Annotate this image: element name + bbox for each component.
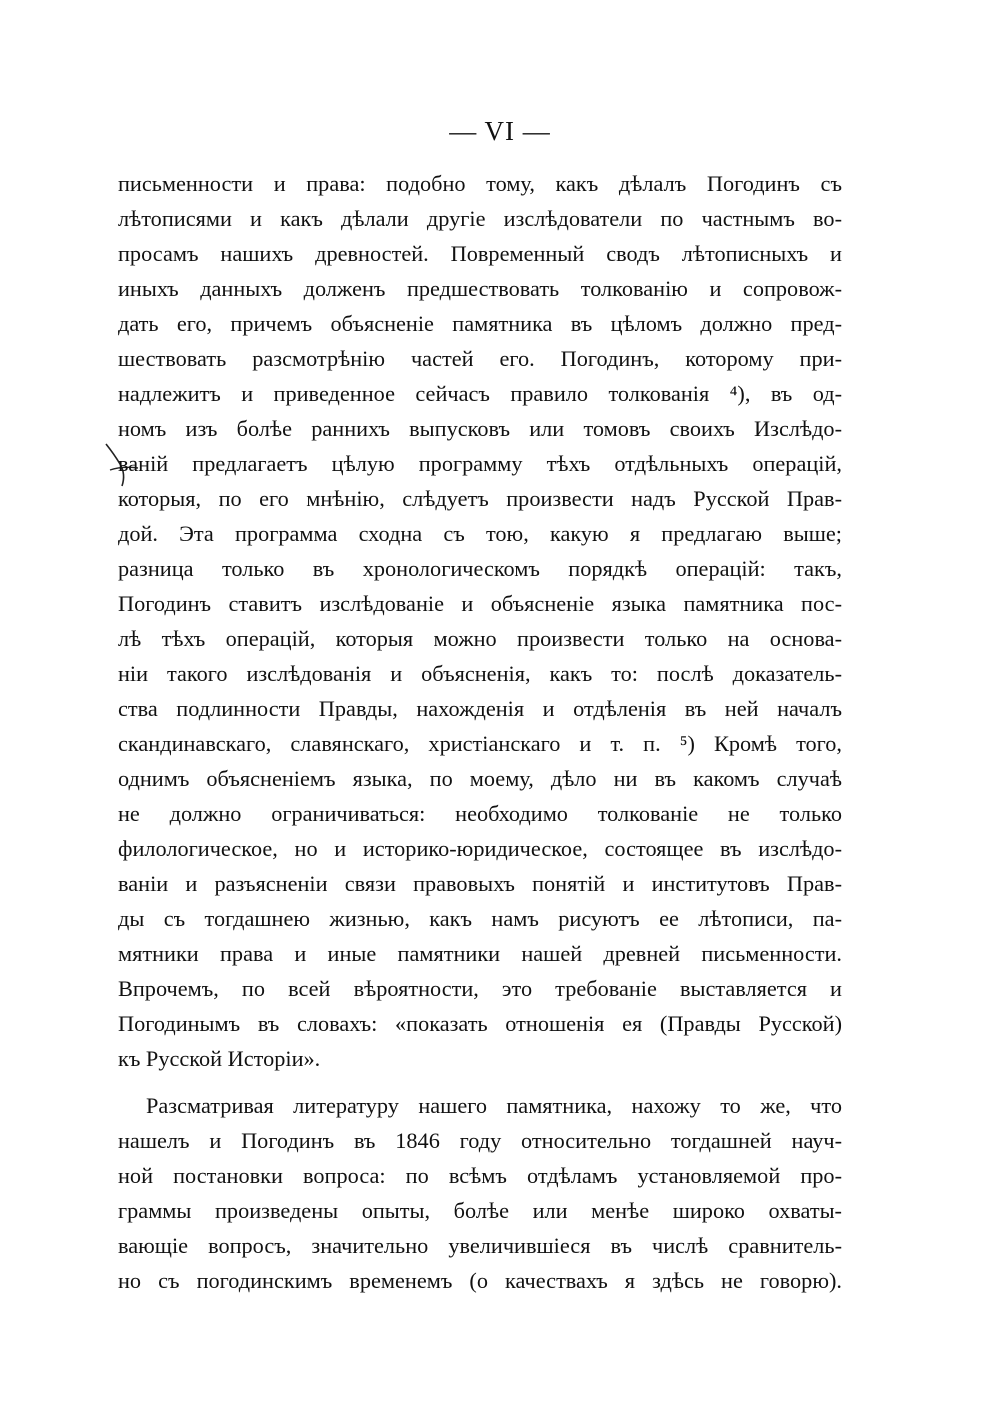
text-line: дать его, причемъ объясненіе памятника въ цѣломъ должно пред- (118, 311, 842, 336)
text-line: шествовать разсмотрѣнію частей его. Погодинъ, которому при- (118, 346, 842, 371)
text-line: граммы произведены опыты, болѣе или менѣе широко охваты- (118, 1198, 842, 1223)
text-line: мятники права и иные памятники нашей древней письменности. (118, 941, 842, 966)
text-line: Разсматривая литературу нашего памятника, нахожу то же, что (146, 1093, 842, 1118)
paragraph (118, 166, 842, 1076)
text-line: просамъ нашихъ древностей. Повременный сводъ лѣтописныхъ и (118, 241, 842, 266)
text-line: филологическое, но и историко-юридическое, состоящее въ изслѣдо- (118, 836, 842, 861)
text-line: ды съ тогдашнею жизнью, какъ намъ рисуютъ ее лѣтописи, па- (118, 906, 842, 931)
text-line: лѣтописями и какъ дѣлали другіе изслѣдователи по частнымъ во- (118, 206, 842, 231)
text-line: однимъ объясненіемъ языка, по моему, дѣло ни въ какомъ случаѣ (118, 766, 842, 791)
text-line: дой. Эта программа сходна съ тою, какую я предлагаю выше; (118, 521, 842, 546)
text-line: разница только въ хронологическомъ порядкѣ операцій: такъ, (118, 556, 842, 581)
body-text (118, 166, 842, 1298)
text-line: не должно ограничиваться: необходимо толкованіе не только (118, 801, 842, 826)
text-line: иныхъ данныхъ долженъ предшествовать толкованію и сопровож- (118, 276, 842, 301)
text-line: Погодинымъ въ словахъ: «показать отношенія ея (Правды Русской) (118, 1011, 842, 1036)
text-line: ваніи и разъясненіи связи правовыхъ понятій и институтовъ Прав- (118, 871, 842, 896)
text-line: письменности и права: подобно тому, какъ дѣлалъ Погодинъ съ (118, 171, 842, 196)
text-line: Погодинъ ставитъ изслѣдованіе и объясненіе языка памятника пос- (118, 591, 842, 616)
text-line: вающіе вопросъ, значительно увеличившіеся въ числѣ сравнитель- (118, 1233, 842, 1258)
paragraph (118, 1088, 842, 1298)
text-line: ваній предлагаетъ цѣлую программу тѣхъ отдѣльныхъ операцій, (118, 451, 842, 476)
text-line: скандинавскаго, славянскаго, христіанскаго и т. п. ⁵) Кромѣ того, (118, 731, 842, 756)
text-line: лѣ тѣхъ операцій, которыя можно произвести только на основа- (118, 626, 842, 651)
text-line: номъ изъ болѣе раннихъ выпусковъ или томовъ своихъ Изслѣдо- (118, 416, 842, 441)
text-line: которыя, по его мнѣнію, слѣдуетъ произвести надъ Русской Прав- (118, 486, 842, 511)
text-line: но съ погодинскимъ временемъ (о качествахъ я здѣсь не говорю). (118, 1268, 842, 1293)
text-line: Впрочемъ, по всей вѣроятности, это требованіе выставляется и (118, 976, 842, 1001)
text-line: нашелъ и Погодинъ въ 1846 году относительно тогдашней науч- (118, 1128, 842, 1153)
text-line: къ Русской Исторіи». (118, 1046, 321, 1071)
text-line: ніи такого изслѣдованія и объясненія, какъ то: послѣ доказатель- (118, 661, 842, 686)
page-number: — VI — (449, 116, 551, 146)
text-line: ной постановки вопроса: по всѣмъ отдѣламъ установляемой про- (118, 1163, 842, 1188)
text-line: надлежитъ и приведенное сейчасъ правило толкованія ⁴), въ од- (118, 381, 842, 406)
text-line: ства подлинности Правды, нахожденія и отдѣленія въ ней началъ (118, 696, 842, 721)
